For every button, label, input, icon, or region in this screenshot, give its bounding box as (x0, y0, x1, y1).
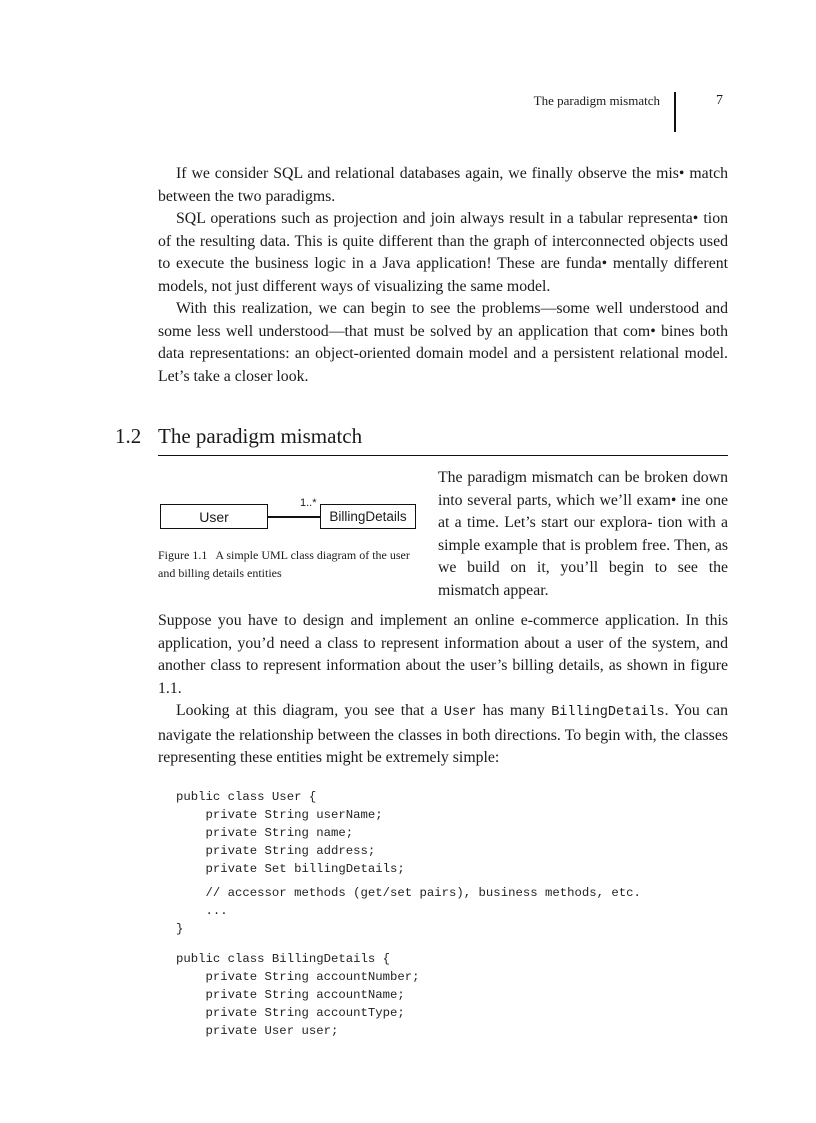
uml-multiplicity: 1..* (300, 497, 317, 509)
uml-association-line (268, 516, 320, 518)
uml-class-billing-details: BillingDetails (320, 504, 416, 529)
running-head-title: The paradigm mismatch (533, 93, 660, 108)
section-rule (158, 455, 728, 456)
intro-paragraph-3: With this realization, we can begin to see the problems—some well understood and some less well understood—that must be solved by an application that com• bines both data representations: an object-oriented domain model and a persistent relational model. Let’s take a closer look. (158, 300, 728, 385)
code-user-class-end: // accessor methods (get/set pairs), business methods, etc. ... } (176, 886, 641, 936)
body-paragraph-2-c: . You can navigate the relationship between the classes in both directions. To begin with, the classes representing these entities might be extremely simple: (158, 702, 728, 766)
body-paragraph-1: Suppose you have to design and implement an online e-commerce application. In this application, you’d need a class to represent information about a user of the system, and another class to represent information about the user’s billing details, as shown in figure 1.1. (158, 612, 728, 697)
body-text-2 (158, 610, 728, 770)
intro-paragraph-1: If we consider SQL and relational databases again, we finally observe the mis• match between the two paradigms. (158, 165, 728, 205)
side-paragraph: The paradigm mismatch can be broken down into several parts, which we’ll exam• ine one at a time. Let’s start our explora- tion with a simple example that is problem free. Then, as we build on it, you’ll begin to see the mismatch appear. (438, 469, 728, 599)
code-billing-class: public class BillingDetails { private String accountNumber; private String accountName; private String accountType; private User user; (176, 952, 420, 1038)
body-paragraph-2-a: Looking at this diagram, you see that a (176, 702, 444, 719)
inline-code-user: User (443, 705, 477, 720)
inline-code-billing-details: BillingDetails (551, 705, 665, 720)
section-title: The paradigm mismatch (158, 424, 363, 448)
section-number: 1.2 (115, 424, 142, 448)
page-number: 7 (716, 93, 723, 108)
code-user-class: public class User { private String userName; private String name; private String address; private Set billingDetails; (176, 790, 405, 876)
intro-paragraph-2: SQL operations such as projection and join always result in a tabular representa• tion of the resulting data. This is quite different than the graph of interconnected objects used to execute the business logic in a Java application! These are funda• mentally different models, not just different ways of visualizing the same model. (158, 210, 728, 295)
section-heading (115, 424, 362, 449)
body-paragraph-2-b: has many (476, 702, 552, 719)
body-paragraph-2 (158, 700, 728, 770)
uml-class-user: User (160, 504, 268, 529)
intro-text (158, 163, 728, 388)
header-rule (674, 92, 676, 132)
figure-caption (158, 546, 420, 582)
figure-caption-label: Figure 1.1 (158, 548, 208, 562)
figure-caption-text: A simple UML class diagram of the user and billing details entities (158, 548, 410, 580)
